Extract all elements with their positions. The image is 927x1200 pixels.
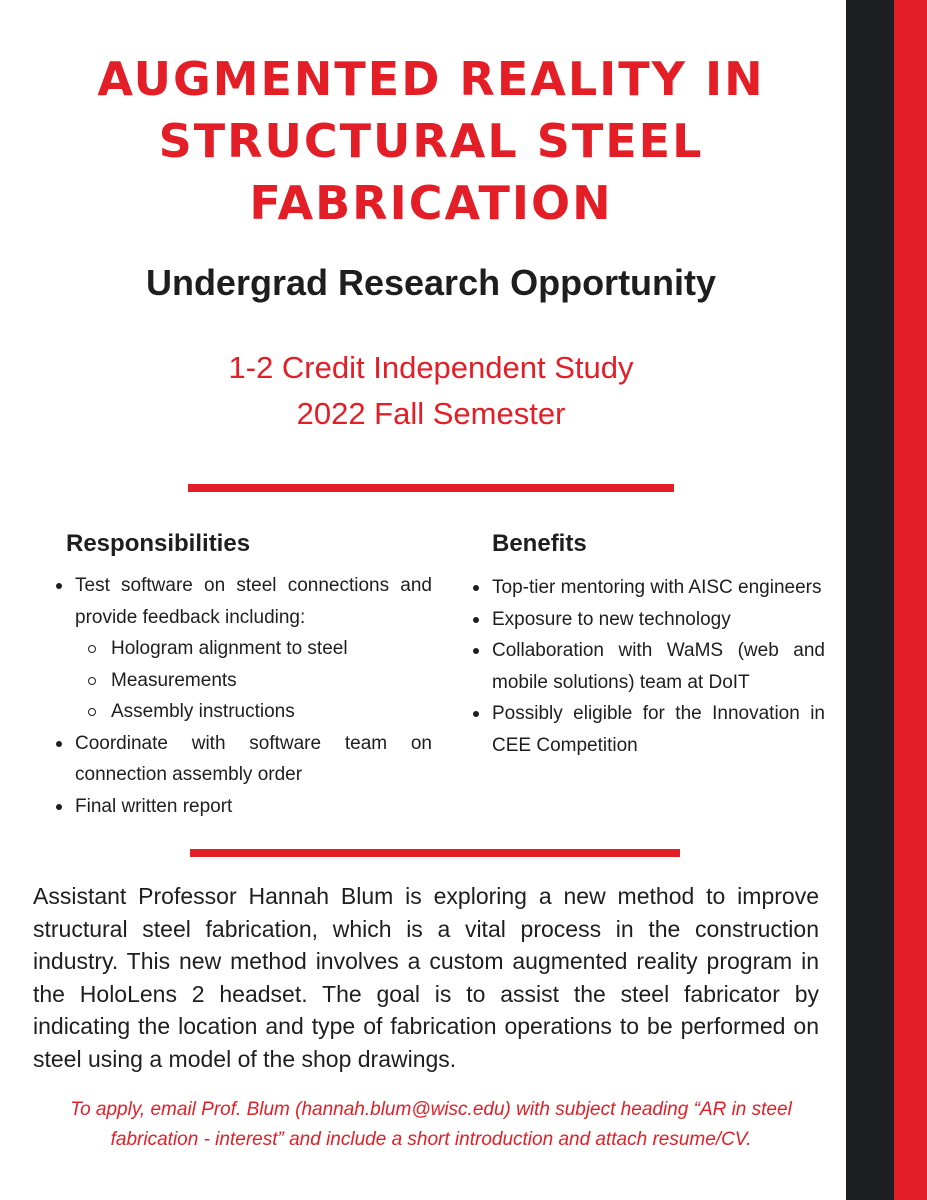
benefit-item: Top-tier mentoring with AISC engineers: [467, 572, 825, 604]
benefit-item: Exposure to new technology: [467, 604, 825, 636]
feedback-subitem: Assembly instructions: [75, 696, 432, 728]
flyer-title: [20, 48, 842, 234]
apply-note-line-2: fabrication - interest” and include a short introduction and attach resume/CV.: [110, 1129, 752, 1150]
responsibility-item: Coordinate with software team on connection assembly order: [50, 728, 432, 791]
project-description: Assistant Professor Hannah Blum is exploring a new method to improve structural steel fabrication, which is a vital process in the construction industry. This new method involves a custom augmented reality program in the HoloLens 2 headset. The goal is to assist the steel fabricator by indicating the location and type of fabrication operations to be performed on steel using a model of the shop drawings.: [33, 883, 819, 1072]
bottom-divider: [190, 849, 680, 857]
title-line-2: STRUCTURAL STEEL: [158, 114, 704, 168]
application-instructions: [36, 1095, 826, 1155]
benefit-item: Collaboration with WaMS (web and mobile solutions) team at DoIT: [467, 635, 825, 698]
responsibilities-heading: Responsibilities: [66, 530, 251, 557]
responsibilities-list: [50, 570, 432, 822]
semester-info: 2022 Fall Semester: [296, 396, 566, 431]
decorative-dark-stripe: [846, 0, 894, 1200]
benefit-item: Possibly eligible for the Innovation in CEE Competition: [467, 698, 825, 761]
feedback-sublist: [75, 633, 432, 728]
top-divider: [188, 484, 674, 492]
apply-note-line-1: To apply, email Prof. Blum (hannah.blum@wisc.edu) with subject heading “AR in steel: [70, 1099, 792, 1120]
flyer-subtitle: Undergrad Research Opportunity: [145, 262, 717, 303]
feedback-subitem: Hologram alignment to steel: [75, 633, 432, 665]
credit-info: 1-2 Credit Independent Study: [228, 350, 634, 385]
benefits-list: [467, 572, 825, 761]
responsibility-text: Test software on steel connections and provide feedback including:: [75, 575, 432, 628]
decorative-red-stripe: [894, 0, 927, 1200]
responsibility-item: [50, 570, 432, 728]
benefits-heading: Benefits: [492, 530, 587, 557]
title-line-1: AUGMENTED REALITY IN: [97, 52, 765, 106]
feedback-subitem: Measurements: [75, 665, 432, 697]
title-line-3: FABRICATION: [249, 176, 613, 230]
responsibility-item: Final written report: [50, 791, 432, 823]
